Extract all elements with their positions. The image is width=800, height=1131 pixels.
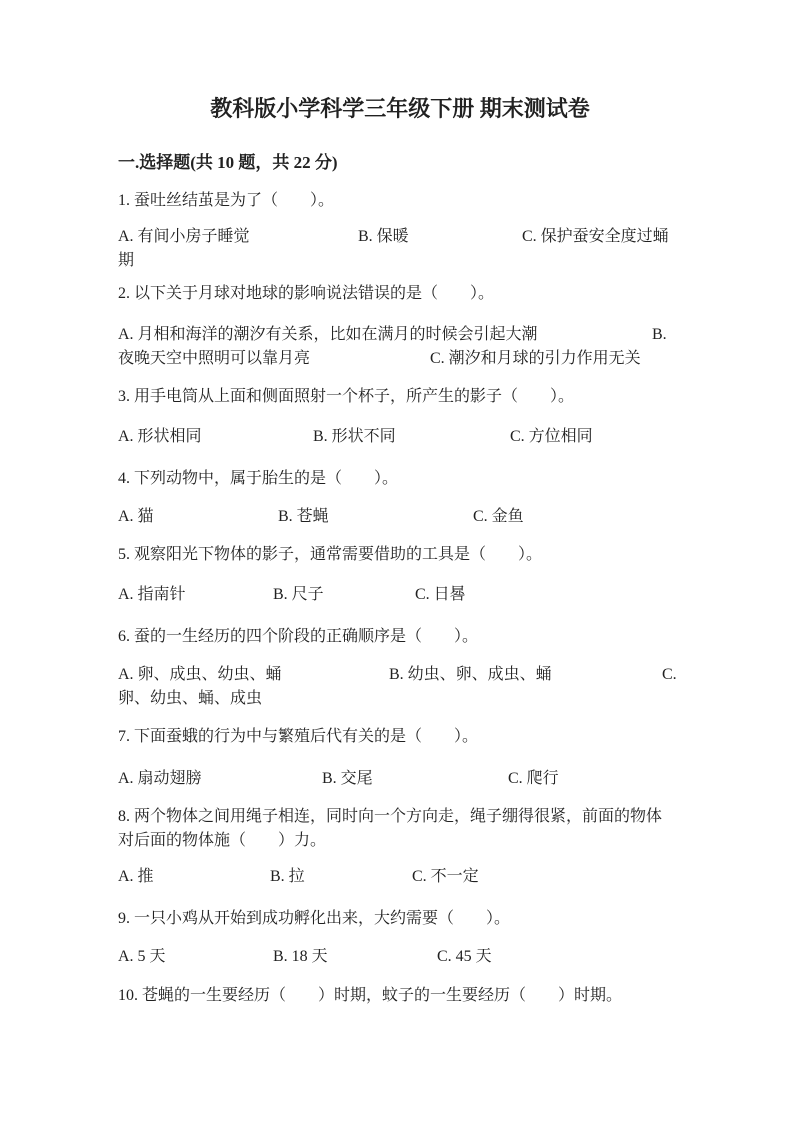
- q9-option-c: C. 45 天: [437, 948, 492, 965]
- q7-option-b: B. 交尾: [322, 770, 373, 787]
- q5-options-row: [0, 583, 800, 607]
- q8-stem-line2: 对后面的物体施（ ）力。: [118, 832, 327, 849]
- q2-option-c: C. 潮汐和月球的引力作用无关: [430, 350, 641, 367]
- q5-option-a: A. 指南针: [118, 586, 186, 603]
- q4-option-b: B. 苍蝇: [278, 508, 329, 525]
- q2-options-row-2: [0, 347, 800, 371]
- q2-option-b-label: B.: [652, 326, 667, 343]
- q9-stem: 9. 一只小鸡从开始到成功孵化出来，大约需要（ ）。: [118, 910, 511, 927]
- q8-option-a: A. 推: [118, 868, 154, 885]
- q7-option-c: C. 爬行: [508, 770, 559, 787]
- q2-option-a: A. 月相和海洋的潮汐有关系，比如在满月的时候会引起大潮: [118, 326, 538, 343]
- q2-stem: 2. 以下关于月球对地球的影响说法错误的是（ ）。: [118, 285, 495, 302]
- q4-option-a: A. 猫: [118, 508, 154, 525]
- q6-option-a: A. 卵、成虫、幼虫、蛹: [118, 666, 282, 683]
- q1-option-a: A. 有间小房子睡觉: [118, 228, 250, 245]
- q9-options-row: [0, 945, 800, 969]
- q4-options-row: [0, 505, 800, 529]
- q8-options-row: [0, 865, 800, 889]
- q7-options-row: [0, 767, 800, 791]
- q1-option-c-wrap: 期: [118, 252, 135, 269]
- q2-options-row-1: [0, 323, 800, 347]
- q3-option-c: C. 方位相同: [510, 428, 593, 445]
- q1-option-c: C. 保护蚕安全度过蛹: [522, 228, 669, 245]
- q1-options-row: [0, 225, 800, 249]
- q2-option-b-wrap: 夜晚天空中照明可以靠月亮: [118, 350, 311, 367]
- q8-option-b: B. 拉: [270, 868, 305, 885]
- q4-option-c: C. 金鱼: [473, 508, 524, 525]
- q3-option-b: B. 形状不同: [313, 428, 396, 445]
- q9-option-b: B. 18 天: [273, 948, 328, 965]
- q3-options-row: [0, 425, 800, 449]
- q1-stem: 1. 蚕吐丝结茧是为了（ ）。: [118, 192, 335, 209]
- q9-option-a: A. 5 天: [118, 948, 166, 965]
- q5-stem: 5. 观察阳光下物体的影子，通常需要借助的工具是（ ）。: [118, 546, 543, 563]
- q4-stem: 4. 下列动物中，属于胎生的是（ ）。: [118, 470, 399, 487]
- q6-option-c-wrap: 卵、幼虫、蛹、成虫: [118, 690, 263, 707]
- q7-option-a: A. 扇动翅膀: [118, 770, 202, 787]
- q10-stem: 10. 苍蝇的一生要经历（ ）时期，蚊子的一生要经历（ ）时期。: [118, 987, 623, 1004]
- q8-option-c: C. 不一定: [412, 868, 479, 885]
- q5-option-b: B. 尺子: [273, 586, 324, 603]
- q6-option-c-label: C.: [662, 666, 677, 683]
- page-title: 教科版小学科学三年级下册 期末测试卷: [210, 96, 590, 121]
- q5-option-c: C. 日晷: [415, 586, 466, 603]
- q7-stem: 7. 下面蚕蛾的行为中与繁殖后代有关的是（ ）。: [118, 728, 479, 745]
- q6-option-b: B. 幼虫、卵、成虫、蛹: [389, 666, 552, 683]
- q8-stem-line1: 8. 两个物体之间用绳子相连，同时向一个方向走，绳子绷得很紧，前面的物体: [118, 808, 663, 825]
- q1-option-b: B. 保暖: [358, 228, 409, 245]
- q6-options-row-1: [0, 663, 800, 687]
- section-heading: 一.选择题(共 10 题，共 22 分): [118, 153, 338, 172]
- q3-option-a: A. 形状相同: [118, 428, 202, 445]
- q3-stem: 3. 用手电筒从上面和侧面照射一个杯子，所产生的影子（ ）。: [118, 388, 575, 405]
- q6-stem: 6. 蚕的一生经历的四个阶段的正确顺序是（ ）。: [118, 628, 479, 645]
